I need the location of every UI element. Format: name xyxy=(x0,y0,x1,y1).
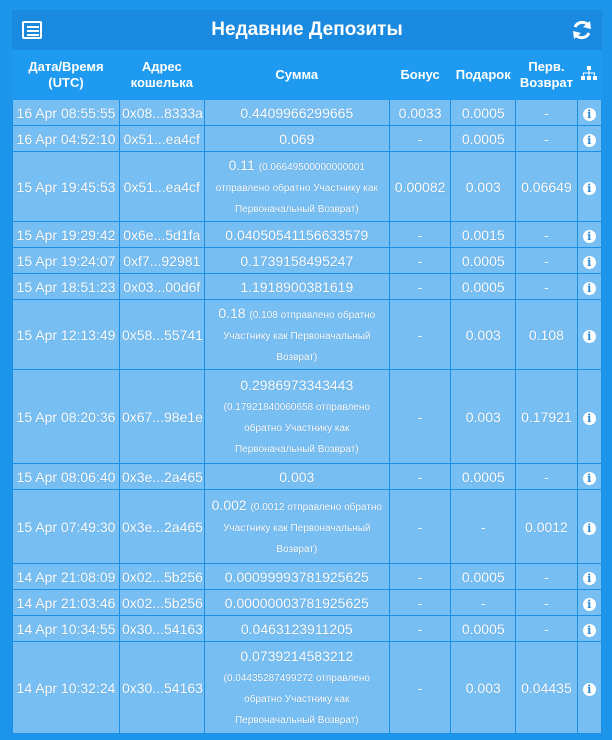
refund-note: (0.0012 отправлено обратно Участнику как Первоначальный Возврат) xyxy=(223,502,382,555)
amount-value: 1.1918900381619 xyxy=(240,278,354,295)
cell-info[interactable] xyxy=(577,300,602,370)
cell-gift: 0.003 xyxy=(451,152,516,222)
refund-note: (0.06649500000000001 отправлено обратно Участнику как Первоначальный Возврат) xyxy=(215,162,378,215)
cell-bonus: 0.00082 xyxy=(390,152,451,222)
cell-bonus: - xyxy=(390,564,451,590)
info-icon[interactable]: i xyxy=(583,598,596,611)
column-header-tree[interactable] xyxy=(577,51,602,100)
table-row xyxy=(13,100,602,126)
cell-bonus: - xyxy=(390,370,451,464)
cell-info[interactable] xyxy=(577,222,602,248)
cell-bonus: - xyxy=(390,616,451,642)
info-icon[interactable]: i xyxy=(583,683,596,696)
column-header-wallet: Адрес кошелька xyxy=(119,51,204,100)
cell-gift: - xyxy=(451,590,516,616)
info-icon[interactable]: i xyxy=(583,182,596,195)
amount-value: 0.003 xyxy=(279,468,315,485)
refund-note: (0.17921840060658 отправлено обратно Участнику как Первоначальный Возврат) xyxy=(223,402,370,455)
cell-refund: - xyxy=(516,616,577,642)
table-row xyxy=(13,248,602,274)
amount-value: 0.04050541156633579 xyxy=(225,226,369,243)
cell-wallet: 0x3e...2a465 xyxy=(119,490,204,564)
cell-wallet: 0x30...54163 xyxy=(119,616,204,642)
cell-date: 14 Apr 10:34:55 xyxy=(13,616,120,642)
cell-date: 15 Apr 19:29:42 xyxy=(13,222,120,248)
cell-amount xyxy=(204,100,389,126)
cell-info[interactable] xyxy=(577,274,602,300)
cell-refund: - xyxy=(516,248,577,274)
cell-gift: 0.0005 xyxy=(451,564,516,590)
refund-note: (0.108 отправлено обратно Участнику как Первоначальный Возврат) xyxy=(223,310,376,363)
cell-amount xyxy=(204,274,389,300)
table-row xyxy=(13,300,602,370)
cell-bonus: - xyxy=(390,274,451,300)
cell-info[interactable] xyxy=(577,100,602,126)
cell-info[interactable] xyxy=(577,370,602,464)
column-header-refund: Перв. Возврат xyxy=(516,51,577,100)
info-icon[interactable]: i xyxy=(583,572,596,585)
table-row xyxy=(13,126,602,152)
cell-date: 15 Apr 08:06:40 xyxy=(13,464,120,490)
cell-gift: 0.003 xyxy=(451,300,516,370)
column-header-date: Дата/Время (UTC) xyxy=(13,51,120,100)
cell-amount xyxy=(204,152,389,222)
column-header-gift: Подарок xyxy=(451,51,516,100)
cell-bonus: - xyxy=(390,126,451,152)
table-row xyxy=(13,590,602,616)
cell-bonus: 0.0033 xyxy=(390,100,451,126)
cell-amount xyxy=(204,642,389,734)
cell-bonus: - xyxy=(390,222,451,248)
cell-info[interactable] xyxy=(577,616,602,642)
cell-info[interactable] xyxy=(577,464,602,490)
amount-value: 0.4409966299665 xyxy=(240,104,354,121)
cell-info[interactable] xyxy=(577,564,602,590)
cell-bonus: - xyxy=(390,490,451,564)
cell-refund: - xyxy=(516,100,577,126)
table-row xyxy=(13,370,602,464)
cell-date: 14 Apr 21:08:09 xyxy=(13,564,120,590)
cell-gift: 0.0005 xyxy=(451,274,516,300)
title-bar xyxy=(12,10,602,50)
cell-bonus: - xyxy=(390,464,451,490)
cell-amount xyxy=(204,300,389,370)
cell-refund: 0.17921 xyxy=(516,370,577,464)
cell-bonus: - xyxy=(390,248,451,274)
cell-gift: 0.0005 xyxy=(451,126,516,152)
cell-amount xyxy=(204,616,389,642)
table-header-row xyxy=(13,51,602,100)
table-row xyxy=(13,274,602,300)
cell-refund: 0.0012 xyxy=(516,490,577,564)
cell-wallet: 0xf7...92981 xyxy=(119,248,204,274)
cell-refund: - xyxy=(516,274,577,300)
cell-amount xyxy=(204,564,389,590)
cell-date: 15 Apr 12:13:49 xyxy=(13,300,120,370)
table-row xyxy=(13,490,602,564)
info-icon[interactable]: i xyxy=(583,624,596,637)
cell-info[interactable] xyxy=(577,152,602,222)
cell-wallet: 0x58...55741 xyxy=(119,300,204,370)
cell-wallet: 0x02...5b256 xyxy=(119,564,204,590)
cell-date: 14 Apr 21:03:46 xyxy=(13,590,120,616)
cell-gift: 0.0005 xyxy=(451,248,516,274)
cell-refund: 0.108 xyxy=(516,300,577,370)
column-header-amount: Сумма xyxy=(204,51,389,100)
amount-value: 0.069 xyxy=(279,130,315,147)
info-icon[interactable]: i xyxy=(583,472,596,485)
cell-amount xyxy=(204,248,389,274)
cell-amount xyxy=(204,590,389,616)
cell-amount xyxy=(204,490,389,564)
cell-refund: - xyxy=(516,464,577,490)
cell-bonus: - xyxy=(390,300,451,370)
amount-value: 0.002 xyxy=(211,497,247,513)
cell-gift: 0.003 xyxy=(451,370,516,464)
info-icon[interactable]: i xyxy=(583,230,596,243)
cell-date: 15 Apr 19:24:07 xyxy=(13,248,120,274)
deposits-table xyxy=(12,50,602,734)
info-icon[interactable]: i xyxy=(583,134,596,147)
info-icon[interactable]: i xyxy=(583,282,596,295)
cell-amount xyxy=(204,126,389,152)
cell-refund: - xyxy=(516,222,577,248)
amount-value: 0.0463123911205 xyxy=(240,620,353,637)
cell-refund: - xyxy=(516,126,577,152)
info-icon[interactable]: i xyxy=(583,256,596,269)
cell-wallet: 0x02...5b256 xyxy=(119,590,204,616)
cell-wallet: 0x51...ea4cf xyxy=(119,126,204,152)
cell-refund: - xyxy=(516,590,577,616)
cell-date: 15 Apr 19:45:53 xyxy=(13,152,120,222)
column-header-bonus: Бонус xyxy=(390,51,451,100)
info-icon[interactable]: i xyxy=(583,108,596,121)
cell-gift: 0.003 xyxy=(451,642,516,734)
cell-wallet: 0x67...98e1e xyxy=(119,370,204,464)
cell-date: 15 Apr 07:49:30 xyxy=(13,490,120,564)
cell-info[interactable] xyxy=(577,126,602,152)
refresh-icon[interactable] xyxy=(570,18,594,42)
cell-refund: - xyxy=(516,564,577,590)
cell-gift: - xyxy=(451,490,516,564)
cell-amount xyxy=(204,464,389,490)
amount-value: 0.00000003781925625 xyxy=(224,594,369,611)
cell-amount xyxy=(204,222,389,248)
cell-info[interactable] xyxy=(577,248,602,274)
table-row xyxy=(13,152,602,222)
cell-gift: 0.0005 xyxy=(451,464,516,490)
cell-date: 15 Apr 08:20:36 xyxy=(13,370,120,464)
cell-info[interactable] xyxy=(577,490,602,564)
info-icon[interactable]: i xyxy=(583,330,596,343)
cell-wallet: 0x08...8333a xyxy=(119,100,204,126)
cell-gift: 0.0015 xyxy=(451,222,516,248)
amount-value: 0.11 xyxy=(228,157,255,173)
cell-wallet: 0x51...ea4cf xyxy=(119,152,204,222)
cell-wallet: 0x6e...5d1fa xyxy=(119,222,204,248)
cell-bonus: - xyxy=(390,642,451,734)
table-row xyxy=(13,642,602,734)
cell-bonus: - xyxy=(390,590,451,616)
cell-wallet: 0x30...54163 xyxy=(119,642,204,734)
amount-value: 0.18 xyxy=(218,305,246,321)
cell-gift: 0.0005 xyxy=(451,100,516,126)
info-icon[interactable]: i xyxy=(583,412,596,425)
table-row xyxy=(13,564,602,590)
cell-info[interactable] xyxy=(577,590,602,616)
cell-refund: 0.06649 xyxy=(516,152,577,222)
amount-value: 0.1739158495247 xyxy=(240,252,354,269)
cell-wallet: 0x3e...2a465 xyxy=(119,464,204,490)
sitemap-icon[interactable] xyxy=(581,66,597,80)
cell-wallet: 0x03...00d6f xyxy=(119,274,204,300)
table-row xyxy=(13,464,602,490)
panel-title: Недавние Депозиты xyxy=(211,19,403,40)
amount-value: 0.00099993781925625 xyxy=(224,568,369,585)
refund-note: (0.04435287499272 отправлено обратно Участнику как Первоначальный Возврат) xyxy=(223,673,370,726)
table-row xyxy=(13,222,602,248)
info-icon[interactable]: i xyxy=(583,522,596,535)
cell-refund: 0.04435 xyxy=(516,642,577,734)
cell-date: 15 Apr 18:51:23 xyxy=(13,274,120,300)
amount-value: 0.2986973343443 xyxy=(240,377,354,393)
cell-date: 16 Apr 04:52:10 xyxy=(13,126,120,152)
cell-amount xyxy=(204,370,389,464)
amount-value: 0.0739214583212 xyxy=(240,648,354,664)
cell-gift: 0.0005 xyxy=(451,616,516,642)
cell-date: 16 Apr 08:55:55 xyxy=(13,100,120,126)
cell-info[interactable] xyxy=(577,642,602,734)
table-row xyxy=(13,616,602,642)
cell-date: 14 Apr 10:32:24 xyxy=(13,642,120,734)
